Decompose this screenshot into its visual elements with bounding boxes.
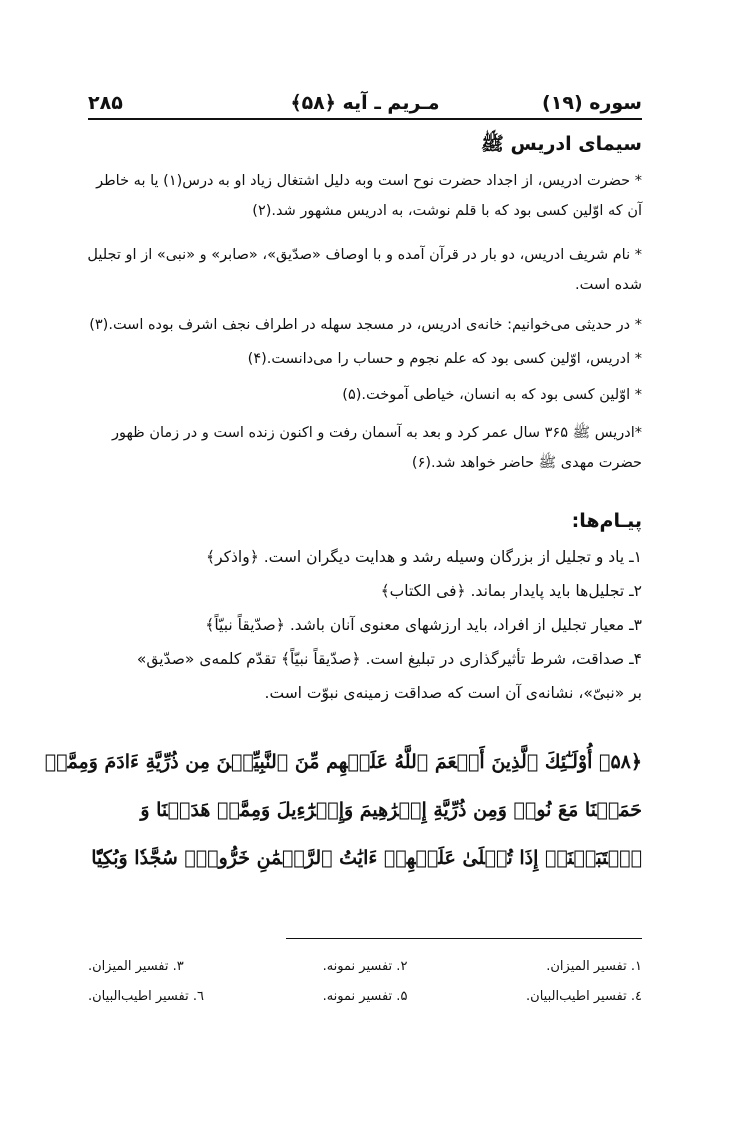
message-item: بر «نبیّ»، نشانه‌ی آن است که صداقت زمینه‌ی نبوّت است. <box>264 684 642 702</box>
section-title: سیمای ادریس ﷺ <box>480 133 642 155</box>
paragraph-line: شده است. <box>575 277 642 293</box>
page-header <box>88 88 642 114</box>
footnote-item: ٦. تفسیر اطیب‌البیان. <box>88 989 204 1004</box>
paragraph-line: *ادریس ﷺ ۳۶۵ سال عمر کرد و بعد به آسمان رفت و اکنون زنده است و در زمان ظهور <box>112 425 642 441</box>
footnote-item: ۳. تفسیر المیزان. <box>88 959 184 974</box>
paragraph-line: آن که اوّلین کسی بود که با قلم نوشت، به ادریس مشهور شد.(۲) <box>252 203 642 219</box>
paragraph-1 <box>88 166 642 226</box>
verse-line: ﴿۵۸﴾ أُوْلَـٰٓئِكَ ٱلَّذِينَ أَنۡعَمَ ٱللَّهُ عَلَيۡهِم مِّنَ ٱلنَّبِيِّـۧنَ مِن ذُرِّيَّةِ ءَادَمَ وَمِمَّنۡ <box>44 751 642 773</box>
header-title: مـریم ـ آیه ﴿۵۸﴾ <box>290 92 440 114</box>
messages-list <box>88 540 642 710</box>
paragraph-4 <box>88 344 642 374</box>
footnote-item: ۱. تفسیر المیزان. <box>546 959 642 974</box>
footnote-item: ۵. تفسیر نمونه. <box>322 989 408 1004</box>
paragraph-5 <box>88 380 642 410</box>
messages-title: پیـام‌ها: <box>571 510 642 532</box>
footnote-divider <box>286 938 642 939</box>
header-divider <box>88 118 642 120</box>
paragraph-3 <box>88 310 642 340</box>
message-item: ۳ـ معیار تجلیل از افراد، باید ارزشهای معنوی آنان باشد. ﴿صدّیقاً نبیّاً﴾ <box>205 616 642 634</box>
page-number: ۲۸۵ <box>88 92 123 114</box>
paragraph-2 <box>88 240 642 300</box>
paragraph-line: * نام شریف ادریس، دو بار در قرآن آمده و با اوصاف «صدّیق»، «صابر» و «نبی» از او تجلیل <box>87 247 642 263</box>
verse-line: حَمَلۡنَا مَعَ نُوحٖ وَمِن ذُرِّيَّةِ إِبۡرَٰهِيمَ وَإِسۡرَٰٓءِيلَ وَمِمَّنۡ هَدَيۡنَا وَ <box>140 799 642 821</box>
footnote-row <box>88 982 642 1012</box>
paragraph-line: * اوّلین کسی بود که به انسان، خیاطی آموخت.(۵) <box>342 387 642 403</box>
footnote-item: ۲. تفسیر نمونه. <box>322 959 408 974</box>
footnote-row <box>88 952 642 982</box>
message-item: ۲ـ تجلیل‌ها باید پایدار بماند. ﴿فی الکتاب﴾ <box>380 582 642 600</box>
paragraph-line: * ادریس، اوّلین کسی بود که علم نجوم و حساب را می‌دانست.(۴) <box>247 351 642 367</box>
paragraph-line: حضرت مهدی ﷺ حاضر خواهد شد.(۶) <box>411 455 642 471</box>
message-item: ۱ـ یاد و تجلیل از بزرگان وسیله رشد و هدایت دیگران است. ﴿واذکر﴾ <box>206 548 642 566</box>
footnote-item: ٤. تفسیر اطیب‌البیان. <box>526 989 642 1004</box>
verse-line: ٱجۡتَبَيۡنَآۚ إِذَا تُتۡلَىٰ عَلَيۡهِمۡ ءَايَٰتُ ٱلرَّحۡمَٰنِ خَرُّواْۤ سُجَّدٗا وَبُكِيّٗا <box>91 847 642 869</box>
message-item: ۴ـ صداقت، شرط تأثیرگذاری در تبلیغ است. ﴿صدّیقاً نبیّاً﴾ تقدّم کلمه‌ی «صدّیق» <box>136 650 642 668</box>
quran-verse <box>44 738 642 882</box>
footnotes <box>88 952 642 1012</box>
paragraph-line: * در حدیثی می‌خوانیم: خانه‌ی ادریس، در مسجد سهله در اطراف نجف اشرف بوده است.(۳) <box>89 317 642 333</box>
paragraph-line: * حضرت ادریس، از اجداد حضرت نوح است وبه دلیل اشتغال زیاد او به درس(۱) یا به خاطر <box>96 173 642 189</box>
paragraph-6 <box>88 418 642 478</box>
surah-label: سوره (۱۹) <box>542 92 642 114</box>
